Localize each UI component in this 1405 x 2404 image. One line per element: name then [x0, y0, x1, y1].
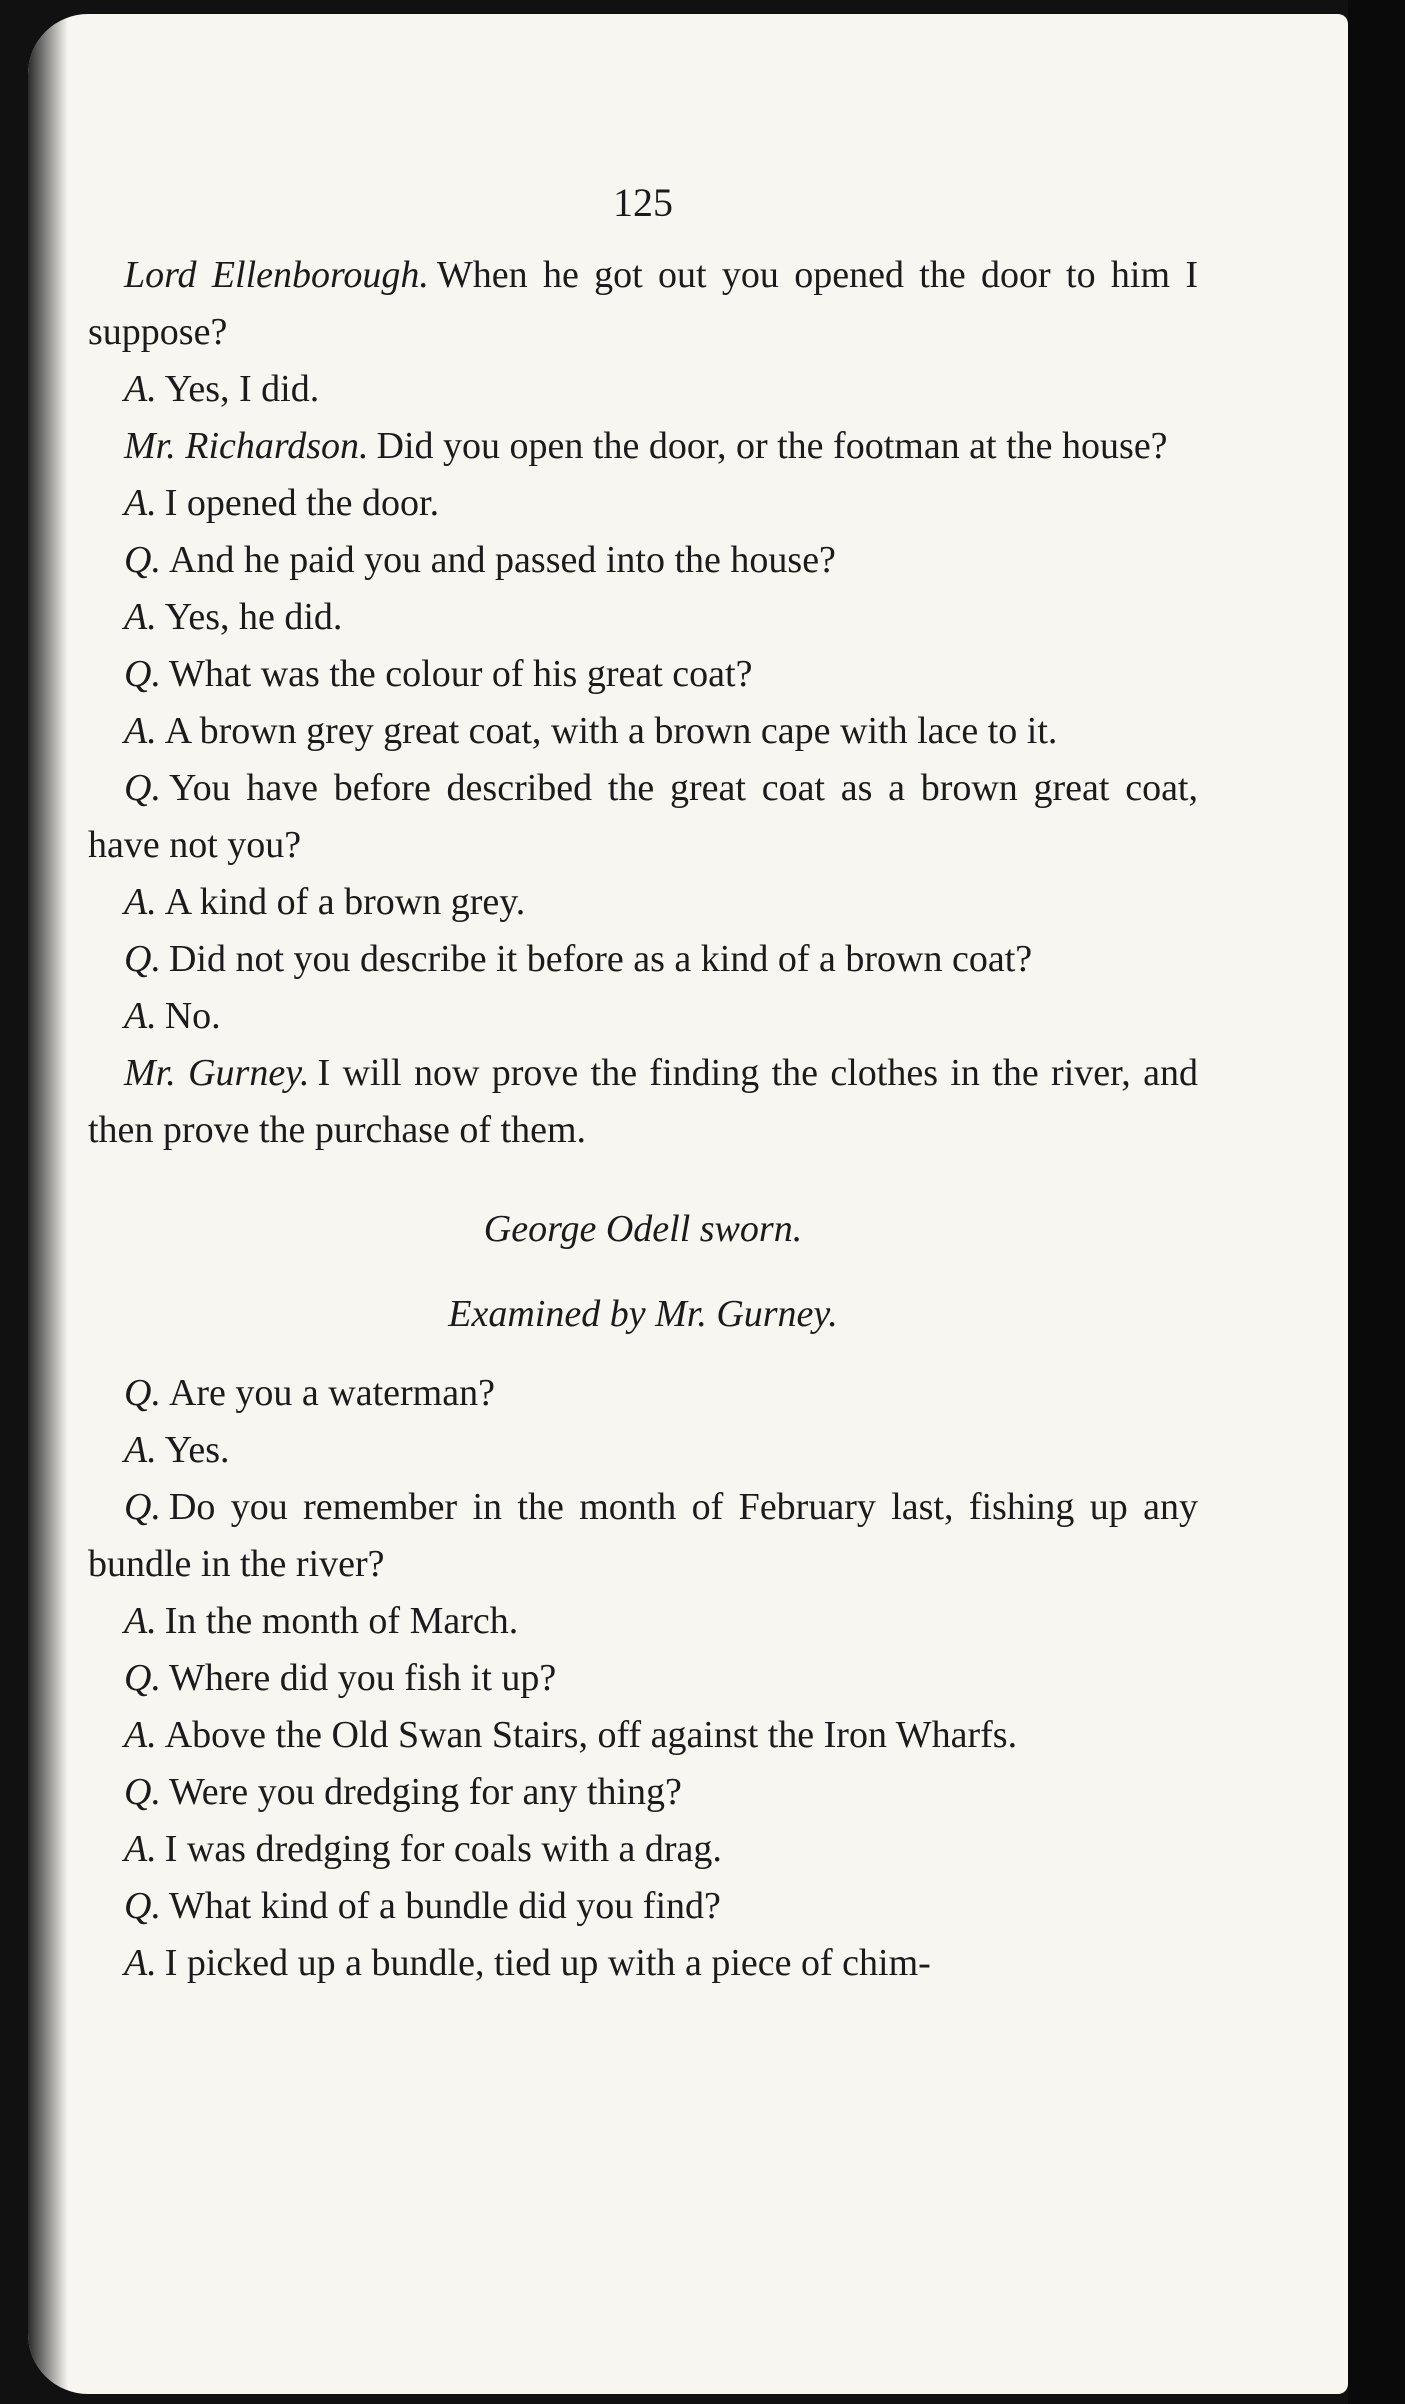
paragraph	[88, 1935, 1198, 1992]
paragraph	[88, 988, 1198, 1045]
paragraph	[88, 1650, 1198, 1707]
section-heading: George Odell sworn.	[483, 1208, 803, 1250]
paragraph-text: Were you dredging for any thing?	[168, 1771, 682, 1813]
paragraph-text: When he got out you opened the door to him I suppose?	[88, 254, 1198, 353]
paragraph	[88, 703, 1198, 760]
speaker-label: Mr. Richardson.	[124, 425, 369, 467]
paragraph-text: I opened the door.	[164, 482, 440, 524]
speaker-label: Q.	[124, 1486, 161, 1528]
speaker-label: A.	[124, 1828, 157, 1870]
paragraph-text: You have before described the great coat as a brown great coat, have not you?	[88, 767, 1198, 866]
book-edge	[1348, 0, 1405, 2404]
paragraph-text: Do you remember in the month of February last, fishing up any bundle in the river?	[88, 1486, 1198, 1585]
speaker-label: Q.	[124, 1771, 161, 1813]
paragraph-text: I was dredging for coals with a drag.	[164, 1828, 722, 1870]
speaker-label: Q.	[124, 938, 161, 980]
binding-shadow	[28, 14, 68, 2394]
paragraph	[88, 1365, 1198, 1422]
paragraph	[88, 1422, 1198, 1479]
speaker-label: A.	[124, 596, 157, 638]
speaker-label: A.	[124, 881, 157, 923]
paragraph	[88, 1045, 1198, 1159]
paragraph	[88, 874, 1198, 931]
paragraph-text: A kind of a brown grey.	[164, 881, 526, 923]
speaker-label: Mr. Gurney.	[124, 1052, 310, 1094]
speaker-label: Q.	[124, 539, 161, 581]
section-subheading: Examined by Mr. Gurney.	[448, 1293, 838, 1335]
paragraph-text: Did you open the door, or the footman at the house?	[376, 425, 1168, 467]
paragraph-text: A brown grey great coat, with a brown cape with lace to it.	[164, 710, 1058, 752]
paragraph-text: I will now prove the finding the clothes in the river, and then prove the purchase of them.	[88, 1052, 1198, 1151]
speaker-label: A.	[124, 995, 157, 1037]
paragraph-text: What kind of a bundle did you find?	[168, 1885, 721, 1927]
speaker-label: Lord Ellenborough.	[124, 254, 429, 296]
paragraph	[88, 1764, 1198, 1821]
paragraph	[88, 1707, 1198, 1764]
paragraph	[88, 361, 1198, 418]
speaker-label: A.	[124, 1942, 157, 1984]
speaker-label: Q.	[124, 653, 161, 695]
speaker-label: A.	[124, 710, 157, 752]
book-page	[28, 14, 1348, 2394]
paragraph	[88, 646, 1198, 703]
speaker-label: A.	[124, 368, 157, 410]
speaker-label: Q.	[124, 767, 161, 809]
speaker-label: Q.	[124, 1372, 161, 1414]
page-number: 125	[613, 180, 673, 225]
paragraph-text: Yes.	[164, 1429, 230, 1471]
paragraph	[88, 532, 1198, 589]
paragraph	[88, 760, 1198, 874]
paragraph-text: And he paid you and passed into the house?	[168, 539, 836, 581]
paragraph	[88, 418, 1198, 475]
paragraph-text: Yes, he did.	[164, 596, 343, 638]
paragraph	[88, 1821, 1198, 1878]
examination-block	[88, 1365, 1198, 1992]
speaker-label: Q.	[124, 1657, 161, 1699]
page-text	[88, 174, 1198, 1992]
speaker-label: A.	[124, 1429, 157, 1471]
paragraph	[88, 931, 1198, 988]
paragraph	[88, 1479, 1198, 1593]
paragraph-text: Are you a waterman?	[168, 1372, 495, 1414]
paragraph	[88, 1878, 1198, 1935]
paragraph-text: Where did you fish it up?	[168, 1657, 557, 1699]
paragraph-text: Yes, I did.	[164, 368, 320, 410]
paragraph-text: No.	[164, 995, 221, 1037]
paragraph	[88, 1593, 1198, 1650]
paragraph	[88, 589, 1198, 646]
speaker-label: A.	[124, 1600, 157, 1642]
speaker-label: A.	[124, 1714, 157, 1756]
paragraph-text: What was the colour of his great coat?	[168, 653, 753, 695]
speaker-label: A.	[124, 482, 157, 524]
paragraph	[88, 475, 1198, 532]
speaker-label: Q.	[124, 1885, 161, 1927]
paragraph-text: In the month of March.	[164, 1600, 519, 1642]
paragraph-text: I picked up a bundle, tied up with a piece of chim-	[164, 1942, 931, 1984]
paragraph-text: Did not you describe it before as a kind of a brown coat?	[168, 938, 1033, 980]
paragraph-text: Above the Old Swan Stairs, off against the Iron Wharfs.	[164, 1714, 1018, 1756]
paragraph	[88, 247, 1198, 361]
